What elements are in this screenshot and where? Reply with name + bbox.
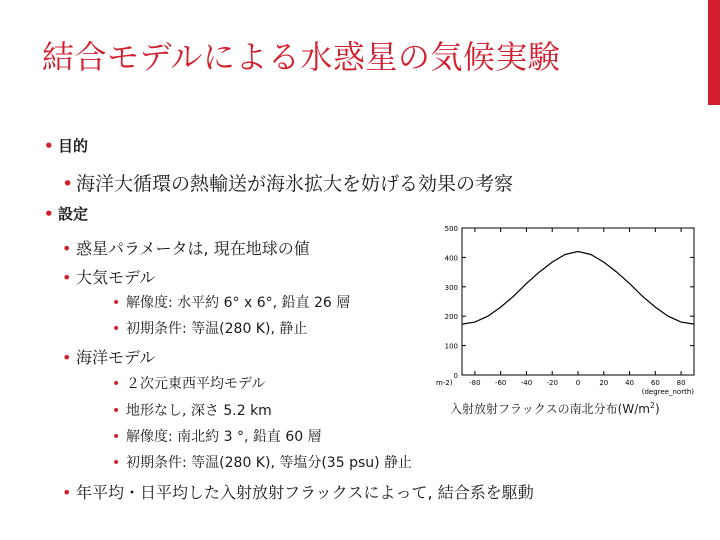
planet-params-item: [62, 236, 310, 259]
settings-heading: [44, 203, 88, 224]
x-tick-label: -80: [469, 379, 481, 387]
ocean-resolution-item: [112, 426, 322, 446]
y-tick-label: 0: [453, 372, 458, 380]
bullet-icon: •: [62, 268, 72, 287]
y-tick-label: 500: [444, 225, 458, 233]
atm-resolution-item: [112, 292, 350, 312]
forcing-item: [62, 480, 534, 503]
ocean-resolution-text: 解像度: 南北約 3 °, 鉛直 60 層: [126, 429, 322, 445]
x-tick-label: -20: [546, 379, 558, 387]
ocean-dim-item: [112, 373, 265, 393]
purpose-text: 海洋大循環の熱輸送が海氷拡大を妨げる効果の考察: [76, 173, 514, 195]
bullet-icon: •: [112, 295, 121, 311]
purpose-label: 目的: [58, 137, 89, 155]
atm-initial-text: 初期条件: 等温(280 K), 静止: [126, 321, 308, 337]
ocean-topo-text: 地形なし, 深さ 5.2 km: [126, 403, 272, 419]
y-tick-label: 100: [444, 342, 458, 351]
x-axis-label: (degree_north): [641, 388, 694, 396]
atm-initial-item: [112, 318, 307, 338]
x-tick-label: 80: [676, 379, 686, 387]
planet-params-text: 惑星パラメータは, 現在地球の値: [76, 239, 310, 258]
ocean-item: [62, 345, 155, 368]
flux-series-line: [462, 252, 694, 325]
bullet-icon: •: [112, 376, 121, 392]
purpose-item: [62, 169, 513, 196]
purpose-heading: [44, 135, 88, 156]
bullet-icon: •: [62, 173, 74, 195]
x-tick-label: 60: [650, 379, 660, 387]
bullet-icon: •: [44, 137, 54, 155]
atmosphere-item: [62, 265, 155, 288]
forcing-text: 年平均・日平均した入射放射フラックスによって, 結合系を駆動: [76, 483, 534, 502]
x-tick-label: 40: [625, 379, 635, 387]
ocean-initial-item: [112, 452, 412, 472]
atm-resolution-text: 解像度: 水平約 6° x 6°, 鉛直 26 層: [126, 295, 351, 311]
ocean-initial-text: 初期条件: 等温(280 K), 等塩分(35 psu) 静止: [126, 455, 413, 471]
y-axis-label: m-2): [436, 379, 453, 387]
y-tick-label: 200: [444, 313, 458, 322]
y-tick-label: 300: [444, 283, 458, 292]
y-tick-label: 400: [444, 254, 458, 263]
accent-bar: [708, 0, 720, 105]
ocean-topo-item: [112, 400, 272, 420]
x-tick-label: 0: [575, 379, 581, 387]
settings-label: 設定: [58, 205, 89, 223]
bullet-icon: •: [62, 239, 72, 258]
x-tick-label: -60: [494, 379, 507, 387]
bullet-icon: •: [62, 483, 72, 502]
bullet-icon: •: [112, 403, 121, 419]
bullet-icon: •: [112, 455, 121, 471]
chart-caption-close: ): [655, 402, 660, 416]
slide-title: 結合モデルによる水惑星の気候実験: [42, 38, 561, 76]
atmosphere-label: 大気モデル: [76, 268, 156, 287]
x-tick-label: 20: [599, 379, 609, 387]
bullet-icon: •: [112, 429, 121, 445]
bullet-icon: •: [62, 348, 72, 367]
x-tick-label: -40: [520, 379, 533, 387]
plot-frame: [462, 228, 694, 375]
bullet-icon: •: [44, 205, 54, 223]
bullet-icon: •: [112, 321, 121, 337]
chart-caption-sup: 2: [649, 401, 656, 410]
ocean-dim-text: ２次元東西平均モデル: [126, 376, 266, 392]
ocean-label: 海洋モデル: [76, 348, 156, 367]
chart-caption-text: 入射放射フラックスの南北分布(W/m: [450, 402, 650, 416]
flux-chart: [436, 220, 700, 396]
chart-caption: [450, 400, 660, 417]
